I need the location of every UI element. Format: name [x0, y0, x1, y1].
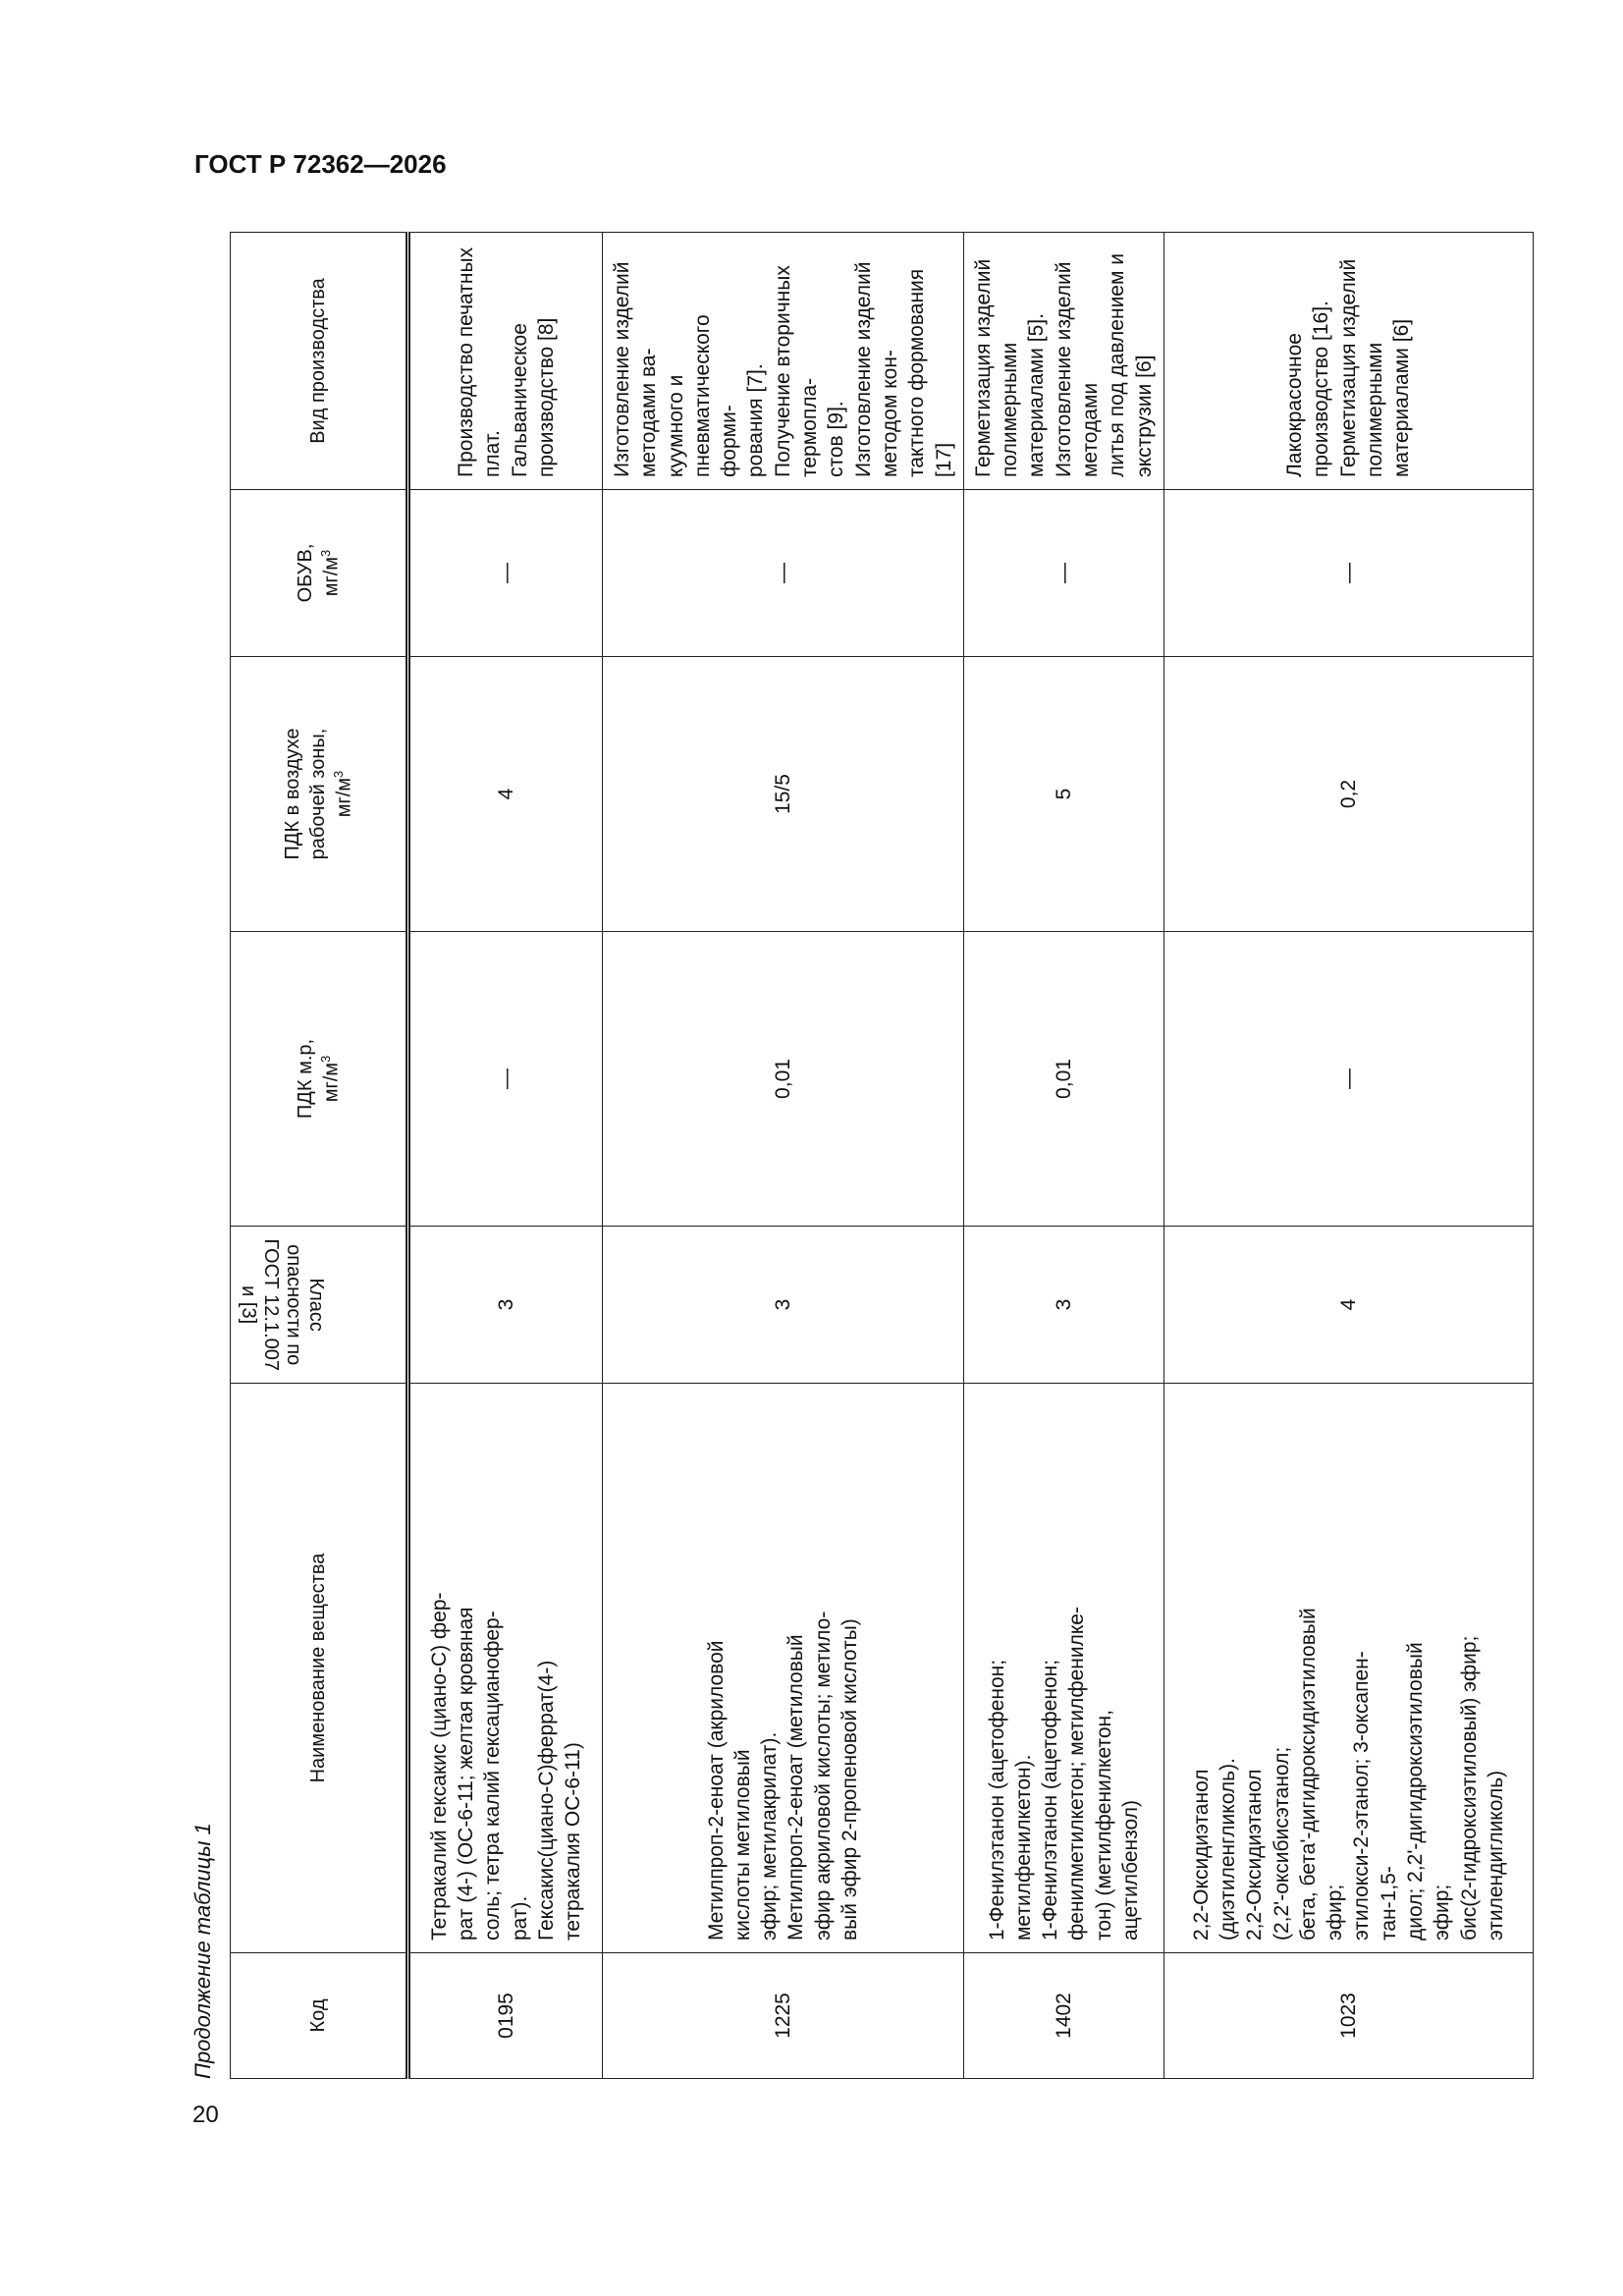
cell-production: Лакокрасочное производство [16]. Герметизация изделий полимерными материалами [6]	[1163, 233, 1533, 490]
table-header-row	[231, 233, 408, 2079]
col-header-hazard-class	[231, 1227, 408, 1384]
cell-pdk-work: 5	[963, 657, 1163, 932]
cell-production: Герметизация изделий полимерными материалами [5]. Изготовление изделий методами литья под давлением и экструзии [6]	[963, 233, 1163, 490]
col-header-production: Вид производства	[231, 233, 408, 490]
cell-pdk-work: 15/5	[603, 657, 964, 932]
cell-obuv: —	[603, 490, 964, 657]
substances-table	[230, 232, 1534, 2079]
obuv-unit: мг/м	[320, 556, 343, 597]
hazard-class-header-text: Класс опасности по ГОСТ 12.1.007 и [3]	[238, 1238, 327, 1371]
continuation-label: Продолжение таблицы 1	[190, 1823, 215, 2079]
cell-obuv: —	[408, 490, 603, 657]
cell-pdk-work: 4	[408, 657, 603, 932]
cell-substance-name: Метилпроп-2-еноат (акриловой кислоты метиловый эфир; метилакрилат). Метилпроп-2-еноат (метиловый эфир акриловой кислоты; метило- вый эфир 2-пропеновой кислоты)	[603, 1384, 964, 1953]
cell-pdk-mr: —	[1163, 932, 1533, 1227]
cell-code: 1225	[603, 1953, 964, 2079]
rotated-table-content	[179, 233, 1507, 2079]
cell-substance-name: 2,2-Оксидиэтанол (диэтиленгликоль). 2,2-Оксидиэтанол (2,2'-оксибисэтанол; бета, бета'-дигидроксидиэтиловый эфир; этилокси-2-этанол; 3-оксапен- тан-1,5- диол; 2,2'-дигидроксиэтиловый эфир; бис(2-гидроксиэтиловый) эфир; этилендигликоль)	[1163, 1384, 1533, 1953]
table-row	[408, 233, 603, 2079]
pdk-mr-label: ПДК м.р,	[294, 1038, 316, 1120]
table-row	[603, 233, 964, 2079]
cell-pdk-mr: 0,01	[963, 932, 1163, 1227]
cell-pdk-work: 0,2	[1163, 657, 1533, 932]
cell-hazard-class: 3	[963, 1227, 1163, 1384]
cell-production: Изготовление изделий методами ва- куумного и пневматического форми- рования [7]. Получение вторичных термопла- стов [9]. Изготовление изделий методом кон- тактного формования [17]	[603, 233, 964, 490]
cell-hazard-class: 4	[1163, 1227, 1533, 1384]
col-header-obuv	[231, 490, 408, 657]
cell-hazard-class: 3	[408, 1227, 603, 1384]
cell-obuv: —	[963, 490, 1163, 657]
obuv-label: ОБУВ,	[294, 543, 316, 603]
rotated-table-region	[179, 233, 1507, 2079]
cell-code: 1402	[963, 1953, 1163, 2079]
pdk-mr-unit: мг/м	[320, 1062, 343, 1103]
cell-production: Производство печатных плат. Гальваническое производство [8]	[408, 233, 603, 490]
col-header-code: Код	[231, 1953, 408, 2079]
cell-obuv: —	[1163, 490, 1533, 657]
cell-code: 1023	[1163, 1953, 1533, 2079]
document-code-header: ГОСТ Р 72362—2026	[194, 149, 447, 179]
cell-substance-name: Тетракалий гексакис (циано-С) фер- рат (4-) (ОС-6-11; желтая кровяная соль; тетра калий гексацианофер- рат). Гексакис(циано-С)феррат(4-) тетракалия ОС-6-11)	[408, 1384, 603, 1953]
col-header-name: Наименование вещества	[231, 1384, 408, 1953]
col-header-pdk-work	[231, 657, 408, 932]
pdk-work-label: ПДК в воздухе рабочей зоны,	[281, 728, 329, 860]
cell-code: 0195	[408, 1953, 603, 2079]
table-row	[1163, 233, 1533, 2079]
cell-substance-name: 1-Фенилэтанон (ацетофенон; метилфенилкетон). 1-Фенилэтанон (ацетофенон; фенилметилкетон; метилфенилке- тон) (метилфенилкетон, ацетилбензол)	[963, 1384, 1163, 1953]
col-header-pdk-mr	[231, 932, 408, 1227]
pdk-work-unit-exponent: 3	[330, 770, 346, 778]
cell-hazard-class: 3	[603, 1227, 964, 1384]
cell-pdk-mr: 0,01	[603, 932, 964, 1227]
cell-pdk-mr: —	[408, 932, 603, 1227]
obuv-unit-exponent: 3	[317, 549, 333, 557]
pdk-mr-unit-exponent: 3	[317, 1055, 333, 1063]
table-row	[963, 233, 1163, 2079]
pdk-work-unit: мг/м	[333, 777, 355, 818]
page-number: 20	[192, 2102, 219, 2128]
